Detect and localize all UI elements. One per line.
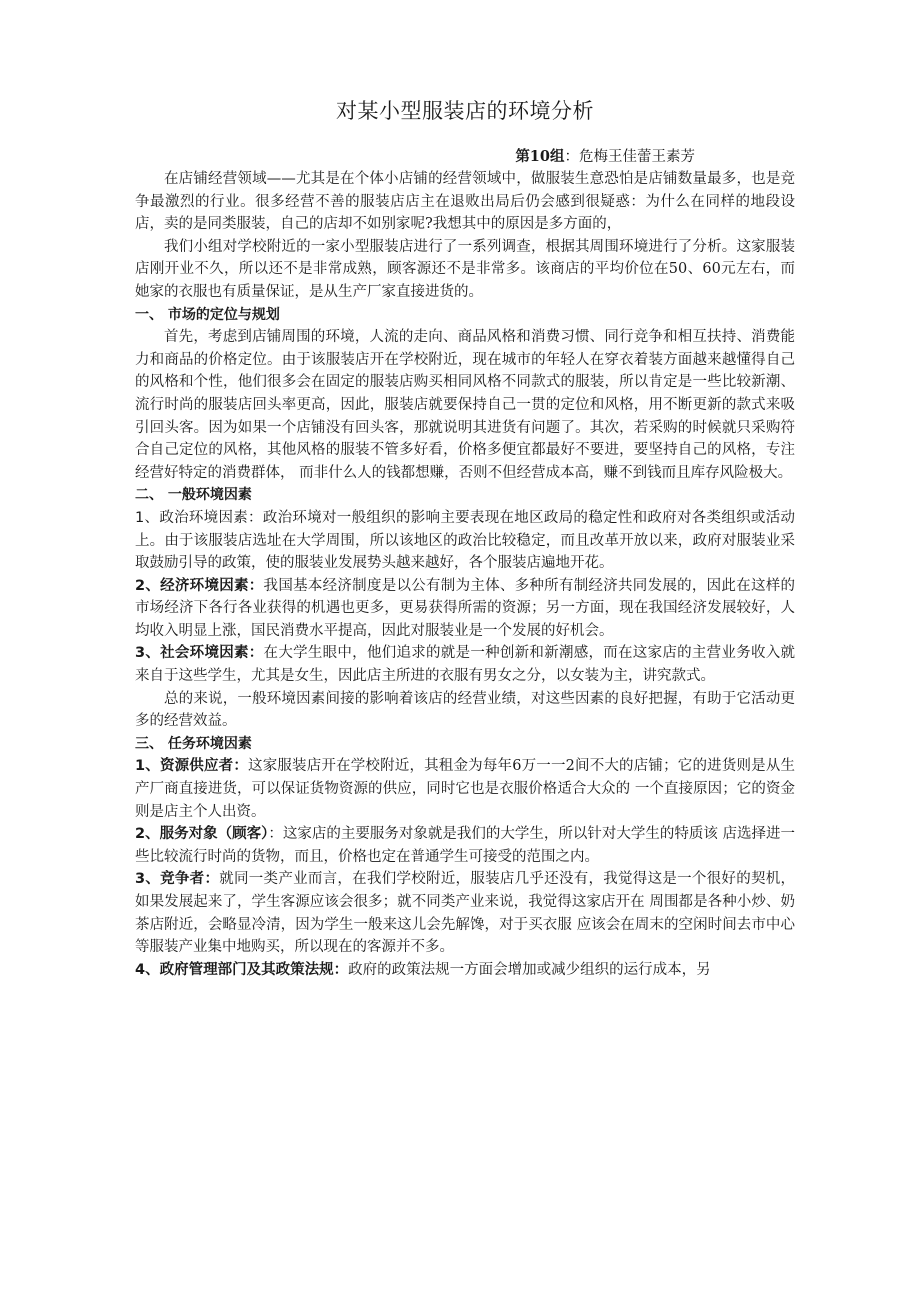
- list-item: [135, 575, 795, 643]
- item-text: 政治环境对一般组织的影响主要表现在地区政局的稳定性和政府对各类组织或活动上。由于该服装店选址在大学周围，所以该地区的政治比较稳定，而且改革开放以来，政府对服装业采取鼓励引导的政策，使的服装业发展势头越来越好，各个服装店遍地开花。: [135, 509, 795, 572]
- item-number: 3、: [135, 871, 161, 888]
- item-number: 1、: [135, 758, 160, 775]
- item-number: 2、: [135, 826, 160, 843]
- item-lead: 服务对象（顾客）: [159, 826, 269, 843]
- section2-summary: 总的来说，一般环境因素间接的影响着该店的经营业绩，对这些因素的良好把握，有助于它活动更多的经营效益。: [135, 690, 795, 730]
- item-text: 政府的政策法规一方面会增加或减少组织的运行成本，另: [348, 961, 711, 978]
- list-item: [135, 868, 795, 958]
- item-number: 2、: [135, 577, 161, 594]
- section-heading-3: 三、 任务环境因素: [135, 735, 252, 752]
- item-text: ：这家店的主要服务对象就是我们的大学生，所以针对大学生的特质该 店选择进一些比较流行时尚的货物，而且，价格也定在普通学生可接受的范围之内。: [135, 826, 796, 865]
- intro-paragraph-2: 我们小组对学校附近的一家小型服装店进行了一系列调查，根据其周围环境进行了分析。这家服装店刚开业不久，所以还不是非常成熟，顾客源还不是非常多。该商店的平均价位在50、60元左右，而她家的衣服也有质量保证，是从生产厂家直接进货的。: [135, 238, 795, 300]
- item-lead: 社会环境因素：: [160, 645, 264, 662]
- group-label: 第10组: [515, 148, 565, 165]
- list-item: [135, 755, 795, 823]
- list-item: [135, 507, 795, 575]
- item-text: 就同一类产业而言，在我们学校附近，服装店几乎还没有，我觉得这是一个很好的契机，如果发展起来了，学生客源应该会很多；就不同类产业来说，我觉得这家店开在 周围都是各种小炒、奶茶店附近，会略显冷清，因为学生一般来这儿会先解馋，对于买衣服 应该会在周末的空闲时间去市中心等服装产业集中地购买，所以现在的客源并不多。: [135, 871, 796, 956]
- item-text: 我国基本经济制度是以公有制为主体、多种所有制经济共同发展的，因此在这样的市场经济下各行各业获得的机遇也更多，更易获得所需的资源；另一方面，现在我国经济发展较好，人均收入明显上涨，国民消费水平提高，因此对服装业是一个发展的好机会。: [135, 577, 796, 639]
- page-title: 对某小型服装店的环境分析: [336, 99, 594, 123]
- item-number: 1、: [135, 509, 160, 526]
- item-number: 4、: [135, 961, 160, 978]
- section1-body: 首先，考虑到店铺周围的环境，人流的走向、商品风格和消费习惯、同行竞争和相互扶持、消费能力和商品的价格定位。由于该服装店开在学校附近，现在城市的年轻人在穿衣着装方面越来越懂得自己的风格和个性，他们很多会在固定的服装店购买相同风格不同款式的服装，所以肯定是一些比较新潮、流行时尚的服装店回头率更高，因此，服装店就要保持自己一贯的定位和风格，用不断更新的款式来吸引回头客。因为如果一个店铺没有回头客，那就说明其进货有问题了。其次，若采购的时候就只采购符合自己定位的风格，其他风格的服装不管多好看，价格多便宜都最好不要进，要坚持自己的风格，专注经营好特定的消费群体， 而非什么人的钱都想赚，否则不但经营成本高，赚不到钱而且库存风险极大。: [135, 329, 795, 481]
- item-text: 在大学生眼中，他们追求的就是一种创新和新潮感，而在这家店的主营业务收入就来自于这些学生，尤其是女生，因此店主所进的衣服有男女之分，以女装为主，讲究款式。: [135, 645, 796, 685]
- list-item: [135, 642, 795, 687]
- item-lead: 资源供应者：: [159, 758, 249, 775]
- item-lead: 竞争者：: [160, 871, 220, 888]
- item-lead: 经济环境因素：: [160, 577, 264, 594]
- item-lead: 政府管理部门及其政策法规：: [159, 961, 349, 978]
- section-heading-1: 一、 市场的定位与规划: [135, 306, 280, 323]
- item-number: 3、: [135, 645, 161, 662]
- intro-paragraph-1: 在店铺经营领域——尤其是在个体小店铺的经营领域中，做服装生意恐怕是店铺数量最多，也是竞争最激烈的行业。很多经营不善的服装店店主在退败出局后仍会感到很疑惑：为什么在同样的地段设店，卖的是同类服装，自己的店却不如别家呢?我想其中的原因是多方面的，: [135, 171, 795, 233]
- document-page: [135, 96, 795, 981]
- member-names: ：危梅王佳蕾王素芳: [564, 149, 695, 165]
- list-item: [135, 959, 795, 982]
- item-lead: 政治环境因素：: [159, 509, 263, 526]
- item-text: 这家服装店开在学校附近，其租金为每年6万一一2间不大的店铺；它的进货则是从生产厂商直接进货，可以保证货物资源的供应，同时它也是衣服价格适合大众的 一个直接原因；它的资金则是店主个人出资。: [135, 758, 796, 820]
- author-line: [135, 146, 795, 168]
- list-item: [135, 823, 795, 868]
- section-heading-2: 二、 一般环境因素: [135, 487, 252, 504]
